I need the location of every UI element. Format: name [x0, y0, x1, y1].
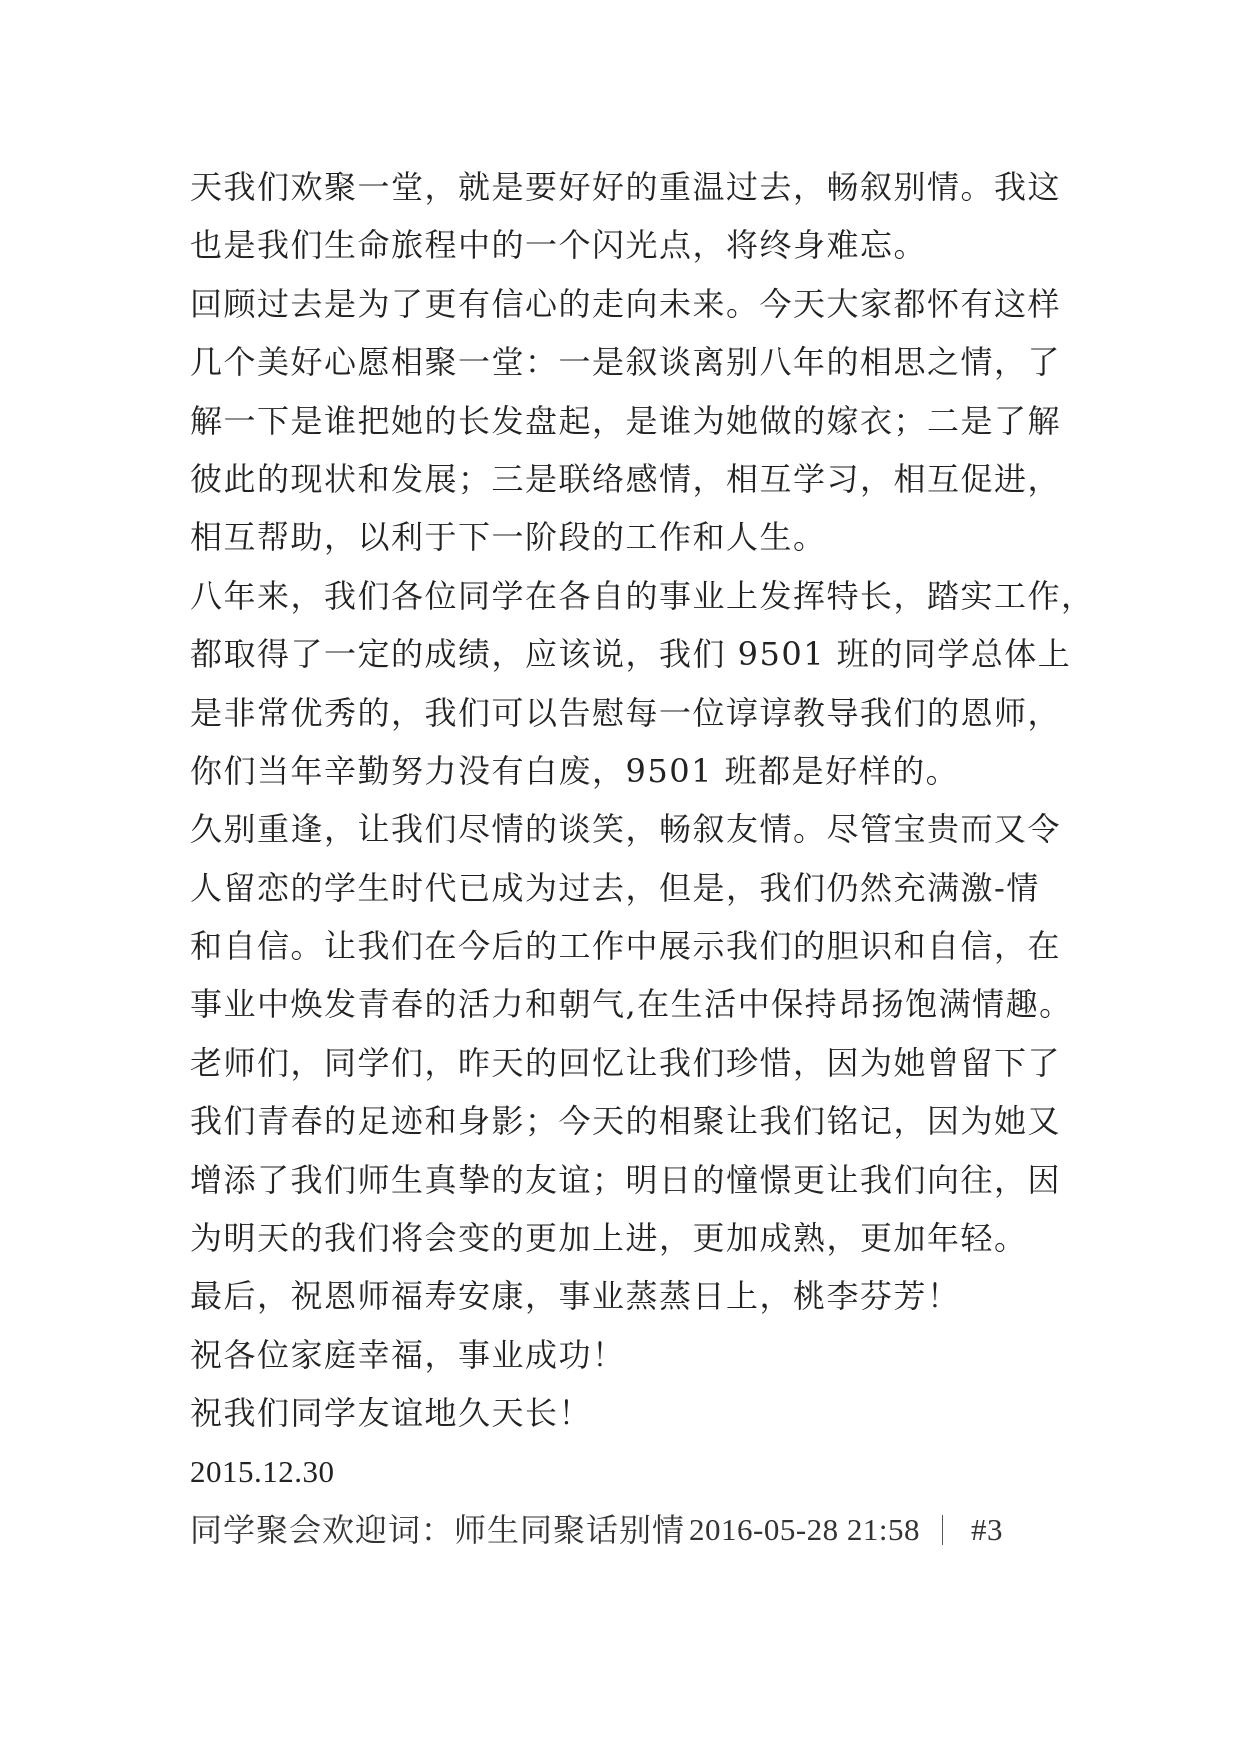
body-line: 是非常优秀的，我们可以告慰每一位谆谆教导我们的恩师，: [190, 693, 1062, 732]
body-line: 也是我们生命旅程中的一个闪光点，将终身难忘。: [190, 226, 928, 265]
body-line: 事业中焕发青春的活力和朝气,在生活中保持昂扬饱满情趣。: [190, 985, 1073, 1024]
body-line: 人留恋的学生时代已成为过去，但是，我们仍然充满激-情: [190, 868, 1040, 907]
footer-datetime: 2016-05-28 21:58: [689, 1511, 921, 1547]
body-line: 天我们欢聚一堂，就是要好好的重温过去，畅叙别情。我这: [190, 168, 1062, 206]
body-line: 最后，祝恩师福寿安康，事业蒸蒸日上，桃李芬芳！: [190, 1277, 961, 1316]
body-line: 你们当年辛勤努力没有白废，9501 班都是好样的。: [190, 751, 960, 790]
body-line: 我们青春的足迹和身影；今天的相聚让我们铭记，因为她又: [190, 1102, 1062, 1141]
body-line: 久别重逢，让我们尽情的谈笑，畅叙友情。尽管宝贵而又令: [190, 810, 1062, 849]
body-line: 相互帮助，以利于下一阶段的工作和人生。: [190, 518, 827, 557]
body-line: 彼此的现状和发展；三是联络感情，相互学习，相互促进，: [190, 459, 1062, 498]
document-body: [190, 158, 1095, 1559]
body-line: 回顾过去是为了更有信心的走向未来。今天大家都怀有这样: [190, 284, 1062, 323]
body-line: 老师们，同学们，昨天的回忆让我们珍惜，因为她曾留下了: [190, 1043, 1062, 1082]
body-line: 几个美好心愿相聚一堂：一是叙谈离别八年的相思之情，了: [190, 343, 1062, 382]
body-line: 八年来，我们各位同学在各自的事业上发挥特长，踏实工作，: [190, 576, 1095, 615]
footer-post-number: #3: [971, 1511, 1004, 1547]
document-footer: [190, 1501, 1070, 1559]
body-line: 为明天的我们将会变的更加上进，更加成熟，更加年轻。: [190, 1219, 1028, 1258]
body-line: 祝我们同学友谊地久天长！: [190, 1394, 593, 1433]
footer-divider: [942, 1515, 943, 1545]
body-line: 增添了我们师生真挚的友谊；明日的憧憬更让我们向往，因: [190, 1160, 1062, 1199]
body-line: 祝各位家庭幸福，事业成功！: [190, 1335, 626, 1374]
body-line: 和自信。让我们在今后的工作中展示我们的胆识和自信，在: [190, 927, 1062, 966]
body-line: 解一下是谁把她的长发盘起，是谁为她做的嫁衣；二是了解: [190, 401, 1062, 440]
body-line: 都取得了一定的成绩，应该说，我们 9501 班的同学总体上: [190, 635, 1072, 674]
document-date: 2015.12.30: [190, 1453, 335, 1489]
footer-title: 同学聚会欢迎词：师生同聚话别情: [190, 1510, 686, 1549]
